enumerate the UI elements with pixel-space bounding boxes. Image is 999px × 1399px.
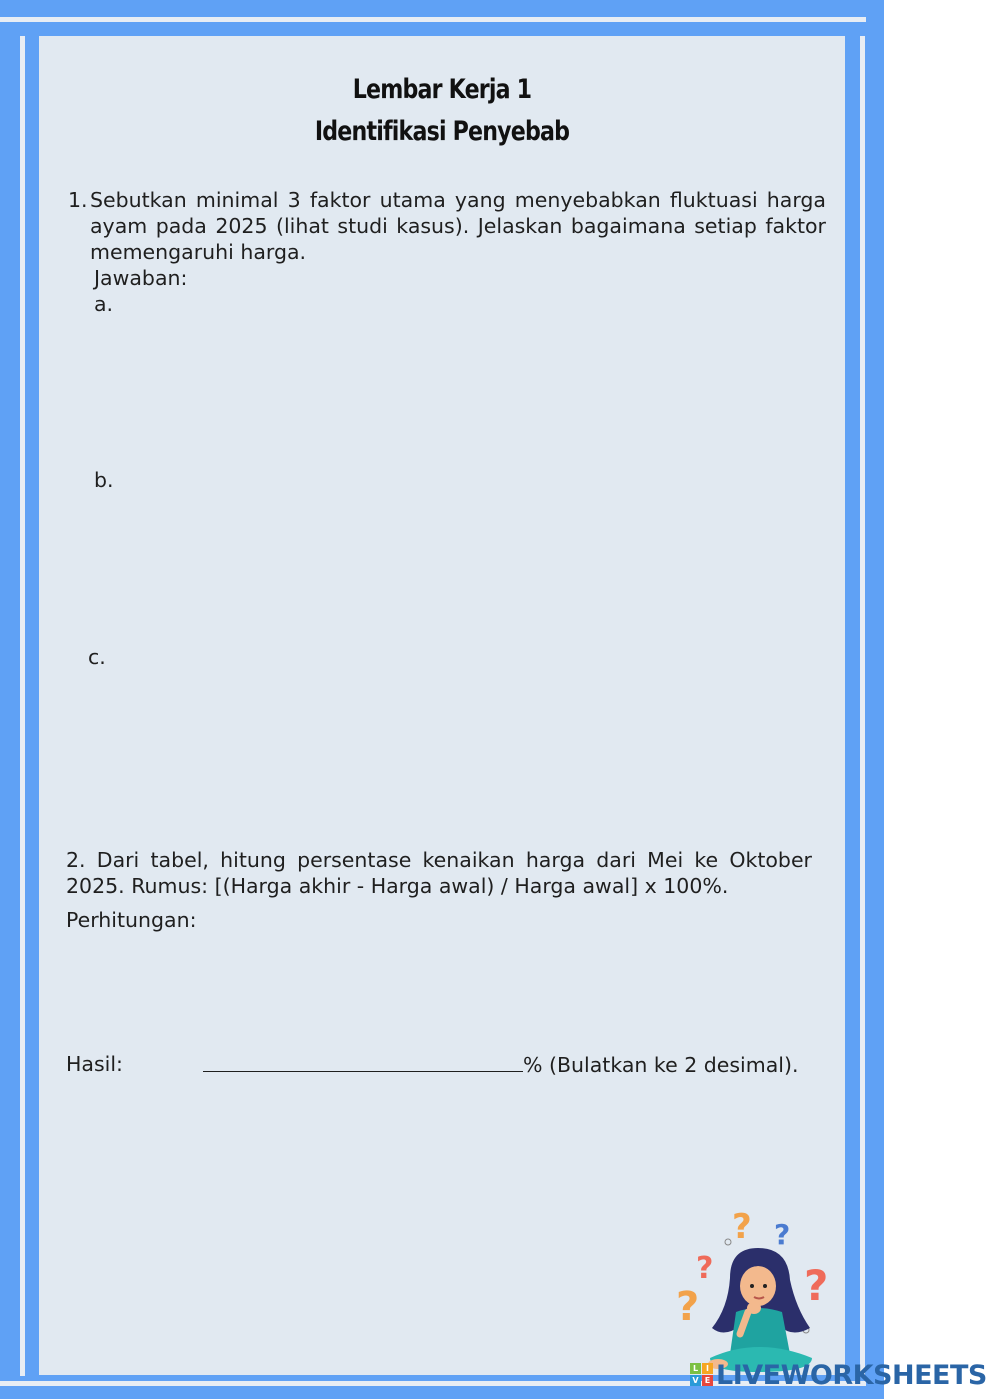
result-answer-blank[interactable] <box>203 1051 523 1072</box>
result-row <box>203 1051 799 1078</box>
question-1-line-1: Sebutkan minimal 3 faktor utama yang menyebabkan fluktuasi harga <box>90 188 826 212</box>
thinking-girl-illustration <box>672 1208 848 1384</box>
liveworksheets-brand-text: LIVEWORKSHEETS <box>716 1359 987 1391</box>
answer-label: Jawaban: <box>94 266 188 290</box>
calculation-label: Perhitungan: <box>66 908 197 932</box>
question-mark-icon: ? <box>696 1251 714 1286</box>
question-1-line-2: ayam pada 2025 (lihat studi kasus). Jelaskan bagaimana setiap faktor <box>90 214 826 238</box>
answer-item-a: a. <box>94 292 114 316</box>
question-mark-icon: ? <box>676 1284 700 1330</box>
question-mark-icon: ? <box>774 1218 791 1251</box>
question-mark-icon: ? <box>732 1207 752 1247</box>
question-2-line-1: 2. Dari tabel, hitung persentase kenaikan harga dari Mei ke Oktober <box>66 848 812 872</box>
question-1-line-3: memengaruhi harga. <box>90 240 307 264</box>
question-1-number: 1. <box>68 188 88 212</box>
liveworksheets-logo <box>690 1359 987 1391</box>
worksheet-title: Lembar Kerja 1 <box>352 74 532 105</box>
left-border-line <box>20 36 25 1376</box>
question-mark-icon: ? <box>804 1261 829 1310</box>
answer-item-c: c. <box>88 645 106 669</box>
answer-item-b: b. <box>94 468 114 492</box>
right-border-line <box>860 36 865 1376</box>
worksheet-panel <box>39 36 845 1375</box>
result-label: Hasil: <box>66 1052 123 1076</box>
top-border-line <box>0 17 866 22</box>
question-2-line-2: 2025. Rumus: [(Harga akhir - Harga awal) / Harga awal] x 100%. <box>66 874 729 898</box>
liveworksheets-badge-icon: L I V E <box>690 1363 714 1387</box>
result-suffix: % (Bulatkan ke 2 desimal). <box>523 1053 799 1077</box>
worksheet-subtitle: Identifikasi Penyebab <box>314 116 570 147</box>
